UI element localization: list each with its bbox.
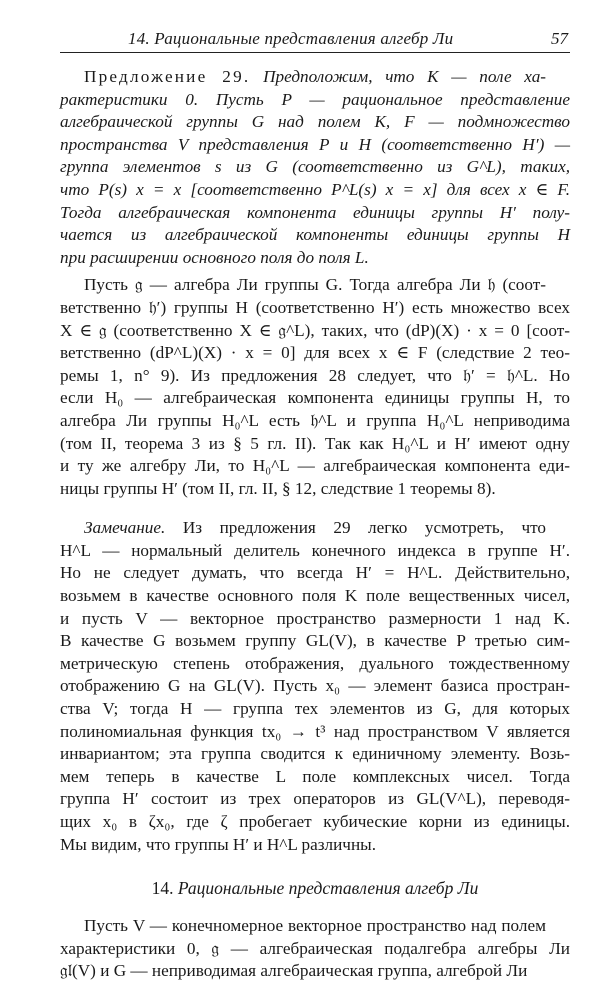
text-line: отображению G на GL(V). Пусть x₀ — элемент базиса простран- — [60, 676, 570, 696]
text-line: H^L — нормальный делитель конечного индекса в группе H′. — [60, 540, 570, 560]
text-line: Пусть V — конечномерное векторное пространство над полем — [84, 916, 546, 936]
section-heading — [60, 878, 570, 899]
proposition-label: Предложение 29. — [84, 67, 251, 86]
page-body — [60, 66, 570, 983]
text-line: пространства V представления P и H (соответственно H′) — — [60, 134, 570, 154]
text-line — [60, 66, 570, 89]
text-line: группа элементов s из G (соответственно из G^L), таких, — [60, 157, 570, 177]
text-line: ветственно (dP^L)(X) · x = 0] для всех x ∈ F (следствие 2 тео- — [60, 343, 570, 363]
text-line: алгебра Ли группы H₀^L есть 𝔥^L и группа H₀^L неприводима — [60, 410, 570, 430]
text-line: мем теперь в качестве L поле комплексных чисел. Тогда — [60, 766, 570, 786]
text-line: чается из алгебраической компоненты единицы группы H — [60, 225, 570, 245]
section-paragraph — [60, 915, 570, 983]
text-line-content: Из предложения 29 легко усмотреть, что — [165, 518, 546, 538]
text-line: 𝔤𝔩(V) и G — неприводимая алгебраическая группа, алгеброй Ли — [60, 961, 528, 981]
running-header-title: 14. Рациональные представления алгебр Ли — [128, 29, 454, 48]
proposition-29 — [60, 66, 570, 269]
text-line: ремы 1, n° 9). Из предложения 28 следует, что 𝔥′ = 𝔥^L. Но — [60, 365, 570, 385]
text-line: что P(s) x = x [соответственно P^L(s) x = x] для всех x ∈ F. — [60, 179, 570, 199]
text-line: и ту же алгебру Ли, то H₀^L — алгебраическая компонента еди- — [60, 456, 570, 476]
text-line: если H₀ — алгебраическая компонента единицы группы H, то — [60, 388, 570, 408]
proof-paragraph — [60, 274, 570, 500]
text-line: при расширении основного поля до поля L. — [60, 247, 369, 267]
text-line: метрическую степень отображения, дуального тождественному — [60, 653, 570, 673]
remark-paragraph — [60, 517, 570, 856]
text-line: В качестве G возьмем группу GL(V), в качестве P третью сим- — [60, 631, 570, 651]
text-line: Но не следует думать, что всегда H′ = H^L. Действительно, — [60, 563, 570, 583]
text-line-content: Предположим, что K — поле ха- — [263, 67, 547, 86]
text-line: рактеристики 0. Пусть P — рациональное представление — [60, 89, 570, 109]
text-line: полиномиальная функция tx₀ → t³ над пространством V является — [60, 721, 570, 741]
text-line: инвариантом; эта группа сводится к единичному элементу. Возь- — [60, 744, 570, 764]
text-line: Пусть 𝔤 — алгебра Ли группы G. Тогда алгебра Ли 𝔥 (соот- — [84, 275, 546, 295]
text-line: алгебраической группы G над полем K, F — подмножество — [60, 112, 570, 132]
text-line — [60, 517, 570, 540]
remark-label: Замечание. — [84, 518, 166, 538]
text-line: Тогда алгебраическая компонента единицы группы H′ полу- — [60, 202, 570, 222]
text-line: возьмем в качестве основного поля K поле вещественных чисел, — [60, 586, 570, 606]
text-line: группа H′ состоит из трех операторов из GL(V^L), переводя- — [60, 789, 570, 809]
text-line: щих x₀ в ζx₀, где ζ пробегает кубические корни из единицы. — [60, 812, 570, 831]
running-header — [60, 26, 570, 53]
page-number: 57 — [551, 29, 568, 48]
text-line: (том II, теорема 3 из § 5 гл. II). Так как H₀^L и H′ имеют одну — [60, 433, 570, 453]
section-number: 14. — [151, 878, 174, 899]
text-line: Мы видим, что группы H′ и H^L различны. — [60, 834, 376, 854]
text-line: и пусть V — векторное пространство размерности 1 над K. — [60, 608, 570, 628]
text-line: ства V; тогда H — группа тех элементов из G, для которых — [60, 699, 570, 719]
text-line: ницы группы H′ (том II, гл. II, § 12, следствие 1 теоремы 8). — [60, 478, 496, 498]
text-line: ветственно 𝔥′) группы H (соответственно H′) есть множество всех — [60, 297, 570, 317]
text-line: характеристики 0, 𝔤 — алгебраическая подалгебра алгебры Ли — [60, 938, 570, 958]
section-title: Рациональные представления алгебр Ли — [177, 878, 479, 899]
text-line: X ∈ 𝔤 (соответственно X ∈ 𝔤^L), таких, что (dP)(X) · x = 0 [соот- — [60, 320, 570, 340]
